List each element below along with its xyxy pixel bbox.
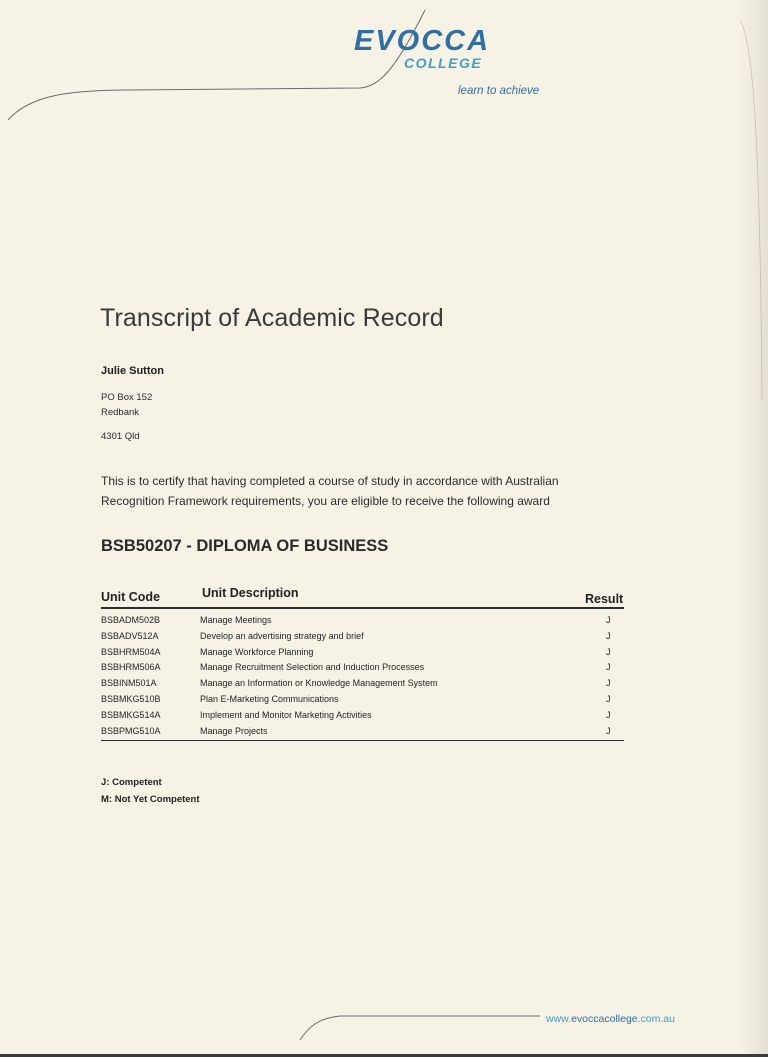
unit-description: Plan E-Marketing Communications [200,693,339,704]
website-suffix: .com.au [637,1013,675,1025]
legend-not-competent: M: Not Yet Competent [101,794,200,805]
unit-result: J [606,630,611,641]
unit-code: BSBADM502B [101,615,161,625]
unit-result: J [606,725,611,736]
unit-description: Manage Meetings [200,615,272,625]
unit-description: Manage Projects [200,725,268,736]
table-row [101,692,624,708]
table-header-rule [101,607,624,609]
unit-code: BSBHRM504A [101,646,161,657]
evocca-logo: EVOCCA [354,25,491,57]
unit-result: J [606,678,611,689]
unit-description: Manage Recruitment Selection and Induction Processes [200,662,425,673]
unit-code: BSBMKG510B [101,693,161,704]
table-row [101,724,624,740]
unit-result: J [606,709,611,720]
award-title: BSB50207 - DIPLOMA OF BUSINESS [101,537,389,555]
table-row [101,613,624,629]
unit-description: Manage Workforce Planning [200,646,314,657]
unit-code: BSBMKG514A [101,709,161,720]
logo-college-text: COLLEGE [404,55,483,71]
table-row [101,708,624,724]
unit-code: BSBPMG510A [101,725,161,736]
website-main: evoccacollege [571,1013,638,1025]
table-row [101,676,624,692]
unit-code: BSBADV512A [101,630,159,641]
header-result: Result [585,592,624,606]
legend-competent: J: Competent [101,777,162,788]
table-bottom-rule [101,740,624,741]
unit-result: J [606,646,611,657]
unit-code: BSBHRM506A [101,662,161,673]
unit-result: J [606,662,611,673]
document-title: Transcript of Academic Record [100,304,444,332]
table-row [101,629,624,645]
unit-description: Implement and Monitor Marketing Activities [200,709,372,720]
address-line-3: 4301 Qld [101,431,140,442]
table-row [101,660,624,676]
address-line-2: Redbank [101,407,140,418]
table-row [101,645,624,661]
unit-code: BSBINM501A [101,678,157,689]
unit-description: Develop an advertising strategy and brief [200,630,364,641]
header-unit-code: Unit Code [101,590,161,604]
recipient-name: Julie Sutton [101,365,164,377]
certification-statement: This is to certify that having completed a course of study in accordance with Australian Recognition Framework requirements, you are eligible to receive the following award [101,474,559,508]
unit-description: Manage an Information or Knowledge Management System [200,678,438,689]
header-unit-description: Unit Description [202,586,299,600]
units-table [101,613,624,739]
website-prefix: www. [546,1013,572,1025]
website-link[interactable] [546,1013,675,1025]
unit-result: J [606,615,611,625]
page-edge-shadow [740,0,768,1057]
unit-result: J [606,693,611,704]
address-line-1: PO Box 152 [101,392,153,403]
logo-tagline: learn to achieve [458,85,540,97]
